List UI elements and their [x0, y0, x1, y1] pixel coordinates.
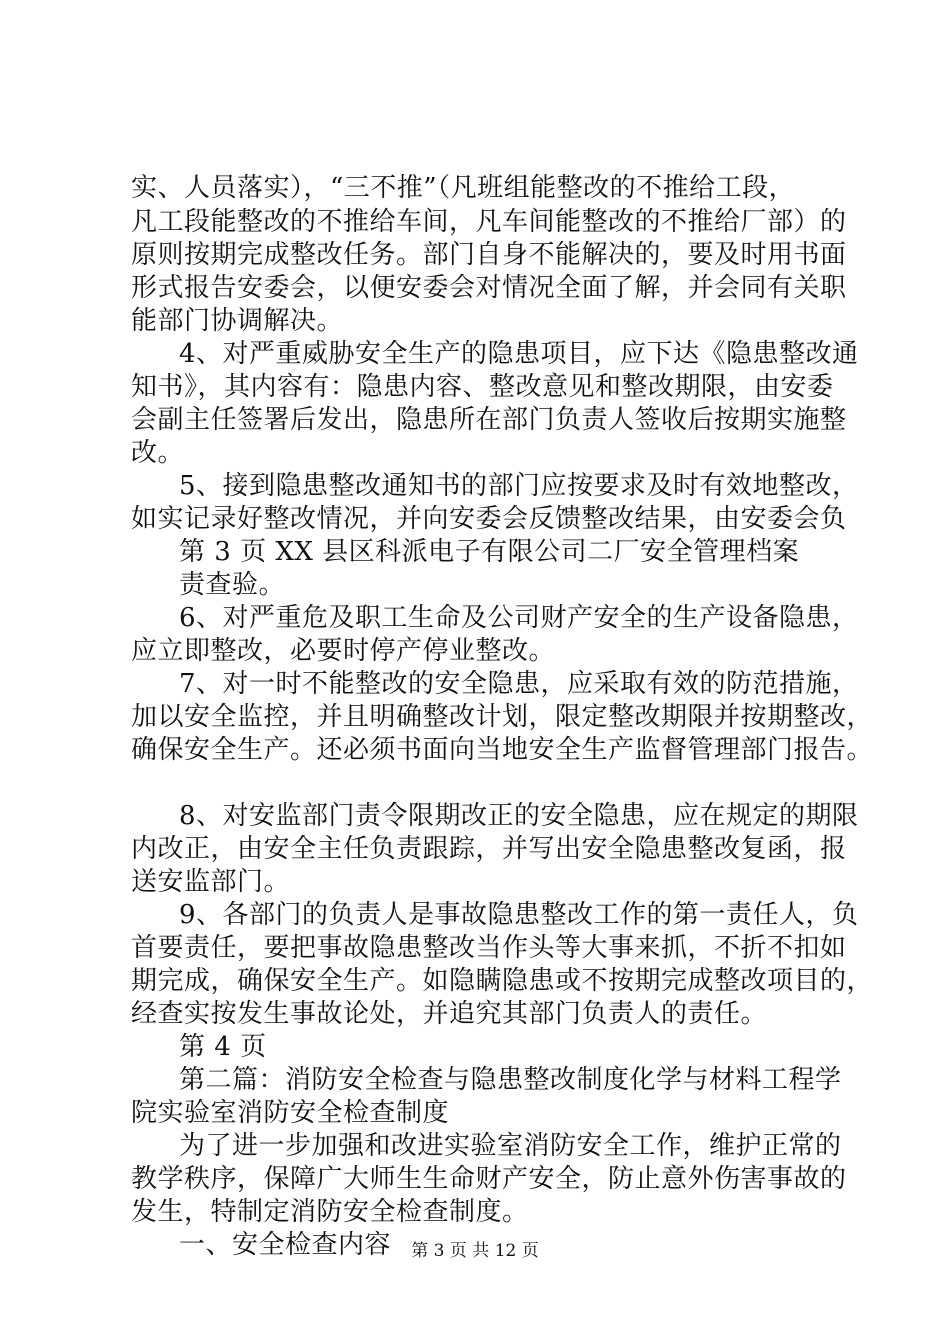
- paragraph-7-start: 7、对一时不能整改的安全隐患，应采取有效的防范措施，: [179, 669, 859, 699]
- paragraph-9-start: 9、各部门的负责人是事故隐患整改工作的第一责任人，负: [179, 900, 859, 930]
- body-text-line: 如实记录好整改情况，并向安委会反馈整改结果，由安委会负: [131, 504, 847, 534]
- body-text-line: 能部门协调解决。: [131, 306, 344, 336]
- body-text-line: 加以安全监控，并且明确整改计划，限定整改期限并按期整改，: [131, 702, 874, 732]
- paragraph-8-start: 8、对安监部门责令限期改正的安全隐患，应在规定的期限: [179, 801, 859, 831]
- subsection-heading-line: 一、安全检查内容: [179, 1230, 392, 1260]
- paragraph-4-start: 4、对严重威胁安全生产的隐患项目，应下达《隐患整改通: [179, 339, 859, 369]
- paragraph-5-start: 5、接到隐患整改通知书的部门应按要求及时有效地整改，: [179, 471, 859, 501]
- body-text-line: 责查验。: [179, 570, 286, 600]
- body-text-line: 原则按期完成整改任务。部门自身不能解决的，要及时用书面: [131, 240, 847, 270]
- body-text-line: 知书》，其内容有：隐患内容、整改意见和整改期限，由安委: [131, 372, 834, 402]
- body-text-line: 改。: [131, 438, 185, 468]
- body-text-line: 首要责任，要把事故隐患整改当作头等大事来抓，不折不扣如: [131, 933, 847, 963]
- section-heading-line: 院实验室消防安全检查制度: [131, 1098, 450, 1128]
- body-text-line: 形式报告安委会，以便安委会对情况全面了解，并会同有关职: [131, 273, 847, 303]
- body-text-line: 内改正，由安全主任负责跟踪，并写出安全隐患整改复函，报: [131, 834, 847, 864]
- section-heading-line: 第二篇：消防安全检查与隐患整改制度化学与材料工程学: [179, 1065, 842, 1095]
- body-text-line: 凡工段能整改的不推给车间，凡车间能整改的不推给厂部）的: [131, 207, 847, 237]
- page-header-line: 第 3 页 XX 县区科派电子有限公司二厂安全管理档案: [179, 537, 800, 567]
- page-footer: 第 3 页 共 12 页: [411, 1241, 539, 1261]
- body-text-line: 实、人员落实），“三不推”（凡班组能整改的不推给工段，: [131, 173, 796, 203]
- body-text-line: 应立即整改，必要时停产停业整改。: [131, 636, 556, 666]
- page-marker-line: 第 4 页: [179, 1032, 267, 1062]
- body-text-line: 教学秩序，保障广大师生生命财产安全，防止意外伤害事故的: [131, 1164, 847, 1194]
- body-text-line: 送安监部门。: [131, 867, 291, 897]
- intro-paragraph-start: 为了进一步加强和改进实验室消防安全工作，维护正常的: [179, 1131, 842, 1161]
- body-text-line: 确保安全生产。还必须书面向当地安全生产监督管理部门报告。: [131, 735, 874, 765]
- paragraph-6-start: 6、对严重危及职工生命及公司财产安全的生产设备隐患，: [179, 603, 859, 633]
- body-text-line: 会副主任签署后发出，隐患所在部门负责人签收后按期实施整: [131, 405, 847, 435]
- body-text-line: 发生，特制定消防安全检查制度。: [131, 1197, 529, 1227]
- body-text-line: 经查实按发生事故论处，并追究其部门负责人的责任。: [131, 999, 768, 1029]
- body-text-line: 期完成，确保安全生产。如隐瞒隐患或不按期完成整改项目的，: [131, 966, 874, 996]
